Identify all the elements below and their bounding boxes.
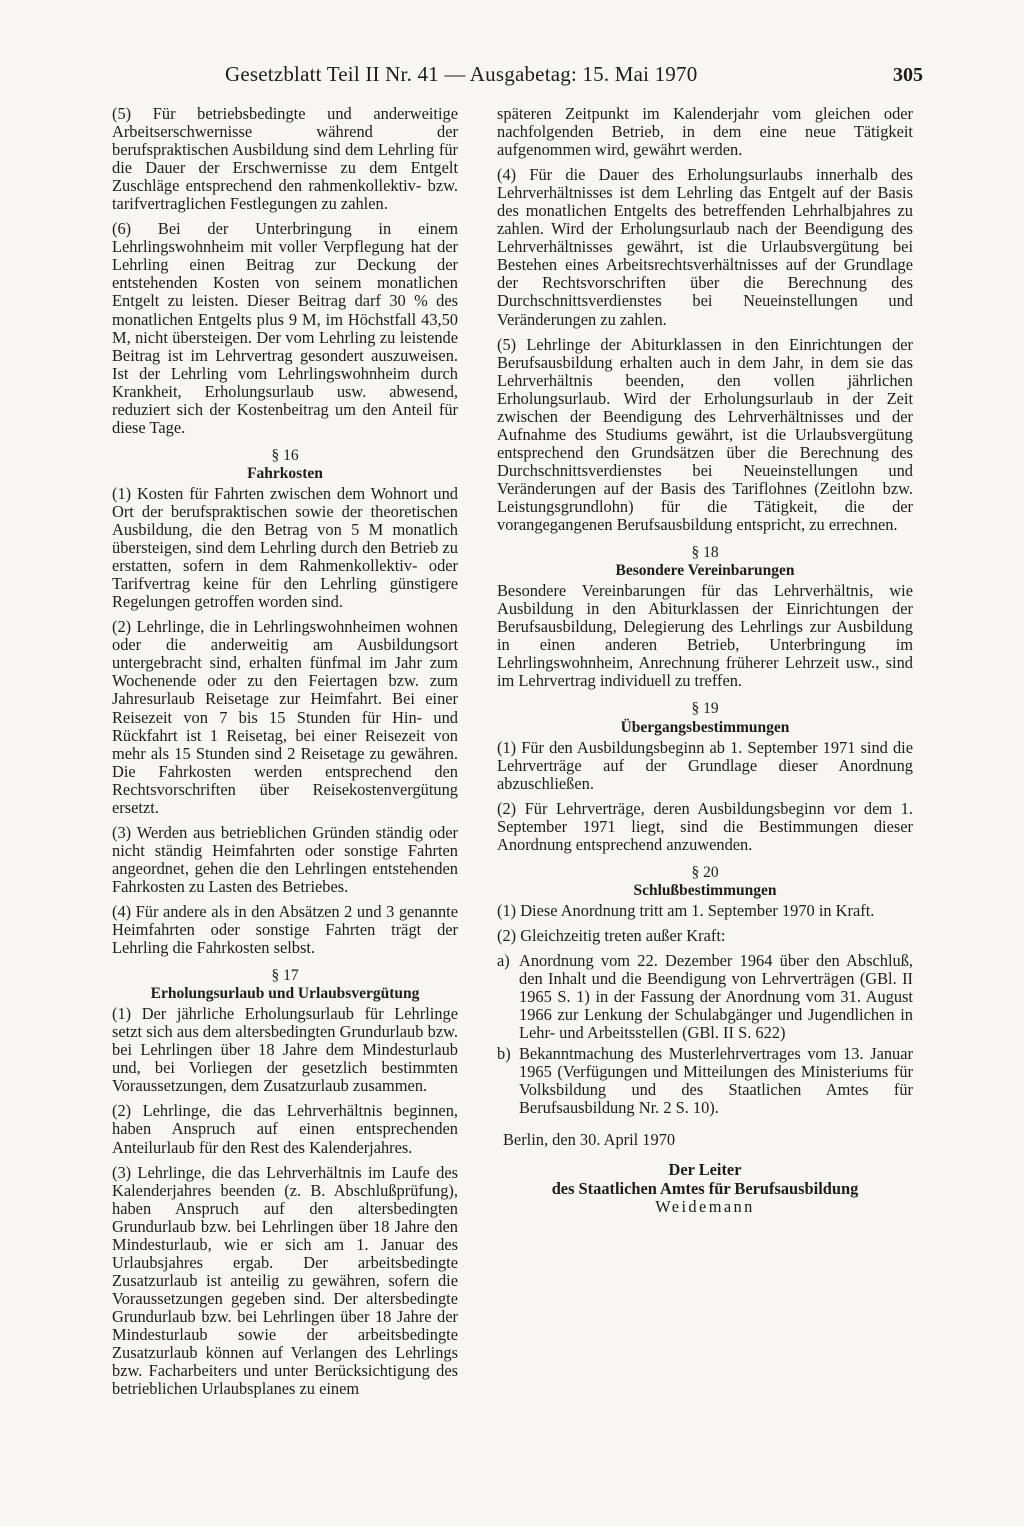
section-18-title: Besondere Vereinbarungen <box>615 562 795 580</box>
list-item <box>497 952 913 1042</box>
section-19-number: § 19 <box>691 700 719 718</box>
paragraph-16-2: (2) Lehrlinge, die in Lehrlingswohnheimen wohnen oder die anderweitig am Ausbildungsort untergebracht sind, erhalten fünfmal im Jahr zum Wochenende oder zu den Feiertagen bzw. zum Jahresurlaub Reisetage zur Heimfahrt. Bei einer Reisezeit von 7 bis 15 Stunden für Hin- und Rückfahrt ist 1 Reisetag, bei einer Reisezeit von mehr als 15 Stunden sind 2 Reisetage zu gewähren. Die Fahrkosten werden entsprechend den Rechtsvorschriften über Reisekostenvergütung ersetzt. <box>112 617 458 817</box>
paragraph-16-3: (3) Werden aus betrieblichen Gründen ständig oder nicht ständig Heimfahrten oder sonstige Fahrten angeordnet, gehen die den Lehrlingen entstehenden Fahrkosten zu Lasten des Betriebes. <box>112 822 458 896</box>
list-marker-b: b) <box>497 1044 511 1064</box>
paragraph-17-5: (5) Lehrlinge der Abiturklassen in den Einrichtungen der Berufsausbildung erhalten auch in dem Jahr, in dem sie das Lehrverhältnis beenden, den vollen jährlichen Erholungsurlaub. Wird der Erholungsurlaub in der Zeit zwischen der Beendigung des Lehrverhältnisses und der Aufnahme des Studiums gewährt, ist die Urlaubsvergütung entsprechend den Grundsätzen über die Berechnung des Durchschnittsverdienstes bei Neueinstellungen und Veränderungen auf der Basis des Tariflohnes (Zeitlohn bzw. Leistungsgrundlohn) für die Tätigkeit, die der vorangegangenen Berufsausbildung entspricht, zu errechnen. <box>497 334 913 535</box>
signatory-role-2: des Staatlichen Amtes für Berufsausbildung <box>551 1178 859 1198</box>
section-17-title: Erholungsurlaub und Urlaubsvergütung <box>150 985 420 1003</box>
section-18-number: § 18 <box>691 544 719 562</box>
paragraph-19-2: (2) Für Lehrverträge, deren Ausbildungsbeginn vor dem 1. September 1971 liegt, sind die Bestimmungen dieser Anordnung entsprechend anzuwenden. <box>497 798 913 854</box>
section-16-title: Fahrkosten <box>247 464 323 482</box>
place-and-date: Berlin, den 30. April 1970 <box>503 1130 676 1150</box>
paragraph-16-1: (1) Kosten für Fahrten zwischen dem Wohnort und Ort der berufspraktischen sowie der theoretischen Ausbildung, die den Betrag von 5 M monatlich übersteigen, sind dem Lehrling durch den Betrieb zu erstatten, sofern in dem Rahmenkollektiv- oder Tarifvertrag keine für den Lehrling günstigere Regelungen getroffen worden sind. <box>112 483 458 612</box>
header-title: Gesetzblatt Teil II Nr. 41 — Ausgabetag: 15. Mai 1970 <box>225 62 698 86</box>
repealed-list <box>497 952 913 1117</box>
signatory-role-1: Der Leiter <box>668 1160 742 1180</box>
right-column <box>497 105 913 1216</box>
list-item <box>497 1045 913 1117</box>
list-marker-a: a) <box>497 951 510 971</box>
paragraph-17-1: (1) Der jährliche Erholungsurlaub für Lehrlinge setzt sich aus dem altersbedingten Grundurlaub bzw. bei Lehrlingen über 18 Jahre dem Mindesturlaub und, bei Vorliegen der gesetzlich bestimmten Voraussetzungen, dem Zusatzurlaub zusammen. <box>112 1004 458 1096</box>
signatory-name: Weidemann <box>655 1196 755 1216</box>
paragraph-17-2: (2) Lehrlinge, die das Lehrverhältnis beginnen, haben Anspruch auf einen entsprechenden Anteilurlaub für den Rest des Kalenderjahres. <box>112 1101 458 1157</box>
paragraph-17-3-continued: späteren Zeitpunkt im Kalenderjahr vom gleichen oder nachfolgenden Betrieb, in dem eine neue Tätigkeit aufgenommen wird, gewährt werden. <box>497 104 913 160</box>
left-column <box>112 105 458 1405</box>
list-item-text-a: Anordnung vom 22. Dezember 1964 über den Abschluß, den Inhalt und die Beendigung von Lehrverträgen (GBl. II 1965 S. 1) in der Fassung der Anordnung vom 31. August 1966 zur Lenkung der Schulabgänger und Jugendlichen in Lehr- und Arbeitsstellen (GBl. II S. 622) <box>519 951 913 1043</box>
section-17-number: § 17 <box>271 967 299 985</box>
page-number: 305 <box>893 64 923 86</box>
paragraph-20-1: (1) Diese Anordnung tritt am 1. September 1970 in Kraft. <box>497 900 875 920</box>
list-item-text-b: Bekanntmachung des Musterlehrvertrages vom 13. Januar 1965 (Verfügungen und Mitteilungen des Ministeriums für Volksbildung und des Staatlichen Amtes für Berufsausbildung Nr. 2 S. 10). <box>519 1044 913 1118</box>
paragraph-16-4: (4) Für andere als in den Absätzen 2 und 3 genannte Heimfahrten oder sonstige Fahrten trägt der Lehrling die Fahrkosten selbst. <box>112 901 458 958</box>
paragraph-20-2: (2) Gleichzeitig treten außer Kraft: <box>497 925 726 945</box>
section-20-number: § 20 <box>691 863 719 881</box>
paragraph-17-3: (3) Lehrlinge, die das Lehrverhältnis im Laufe des Kalenderjahres beenden (z. B. Abschlußprüfung), haben Anspruch auf den altersbedingten Grundurlaub bzw. bei Lehrlingen über 18 Jahre den Mindesturlaub, wie er sich am 1. Januar des Urlaubsjahres ergab. Der arbeitsbedingte Zusatzurlaub ist anteilig zu gewähren, sofern die Voraussetzungen gegeben sind. Der altersbedingte Grundurlaub bzw. bei Lehrlingen über 18 Jahre der Mindesturlaub sowie der arbeitsbedingte Zusatzurlaub können auf Verlangen des Lehrlings bzw. Facharbeiters und unter Berücksichtigung des betrieblichen Urlaubsplanes zu einem <box>112 1162 458 1399</box>
paragraph-15-5: (5) Für betriebsbedingte und anderweitige Arbeitserschwernisse während der berufspraktischen Ausbildung sind dem Lehrling für die Dauer der Erschwernisse zu dem Entgelt Zuschläge entsprechend den rahmenkollektiv- bzw. tarifvertraglichen Festlegungen zu zahlen. <box>112 104 458 214</box>
paragraph-18: Besondere Vereinbarungen für das Lehrverhältnis, wie Ausbildung in den Abiturklassen der Einrichtungen der Berufsausbildung, Delegierung des Lehrlings zur Ausbildung in einen anderen Betrieb, Unterbringung im Lehrlingswohnheim, Anrechnung früherer Lehrzeit usw., sind im Lehrvertrag individuell zu treffen. <box>497 581 913 691</box>
section-20-title: Schlußbestimmungen <box>633 881 777 899</box>
section-16-number: § 16 <box>271 446 299 464</box>
paragraph-15-6: (6) Bei der Unterbringung in einem Lehrlingswohnheim mit voller Verpflegung hat der Lehrling einen Beitrag zur Deckung der entstehenden Kosten von seinem monatlichen Entgelt zu leisten. Dieser Beitrag darf 30 % des monatlichen Entgelts plus 9 M, im Höchstfall 43,50 M, nicht übersteigen. Der vom Lehrling zu leistende Beitrag ist im Lehrvertrag gesondert auszuweisen. Ist der Lehrling vom Lehrlingswohnheim durch Krankheit, Erholungsurlaub usw. abwesend, reduziert sich der Kostenbeitrag um den Anteil für diese Tage. <box>112 219 458 437</box>
paragraph-17-4: (4) Für die Dauer des Erholungsurlaubs innerhalb des Lehrverhältnisses ist dem Lehrling das Entgelt auf der Basis des monatlichen Entgelts des betreffenden Lehrhalbjahres zu zahlen. Wird der Erholungsurlaub nach der Beendigung des Lehrverhältnisses gewährt, ist die Urlaubsvergütung bei Bestehen eines Arbeitsrechtsverhältnisses auf der Grundlage der Rechtsvorschriften über die Berechnung des Durchschnittsverdienstes bei Neueinstellungen und Veränderungen zu zahlen. <box>497 165 913 329</box>
paragraph-19-1: (1) Für den Ausbildungsbeginn ab 1. September 1971 sind die Lehrverträge auf der Grundlage dieser Anordnung abzuschließen. <box>497 737 913 793</box>
section-19-title: Übergangsbestimmungen <box>620 718 790 736</box>
page-header <box>0 62 1024 96</box>
